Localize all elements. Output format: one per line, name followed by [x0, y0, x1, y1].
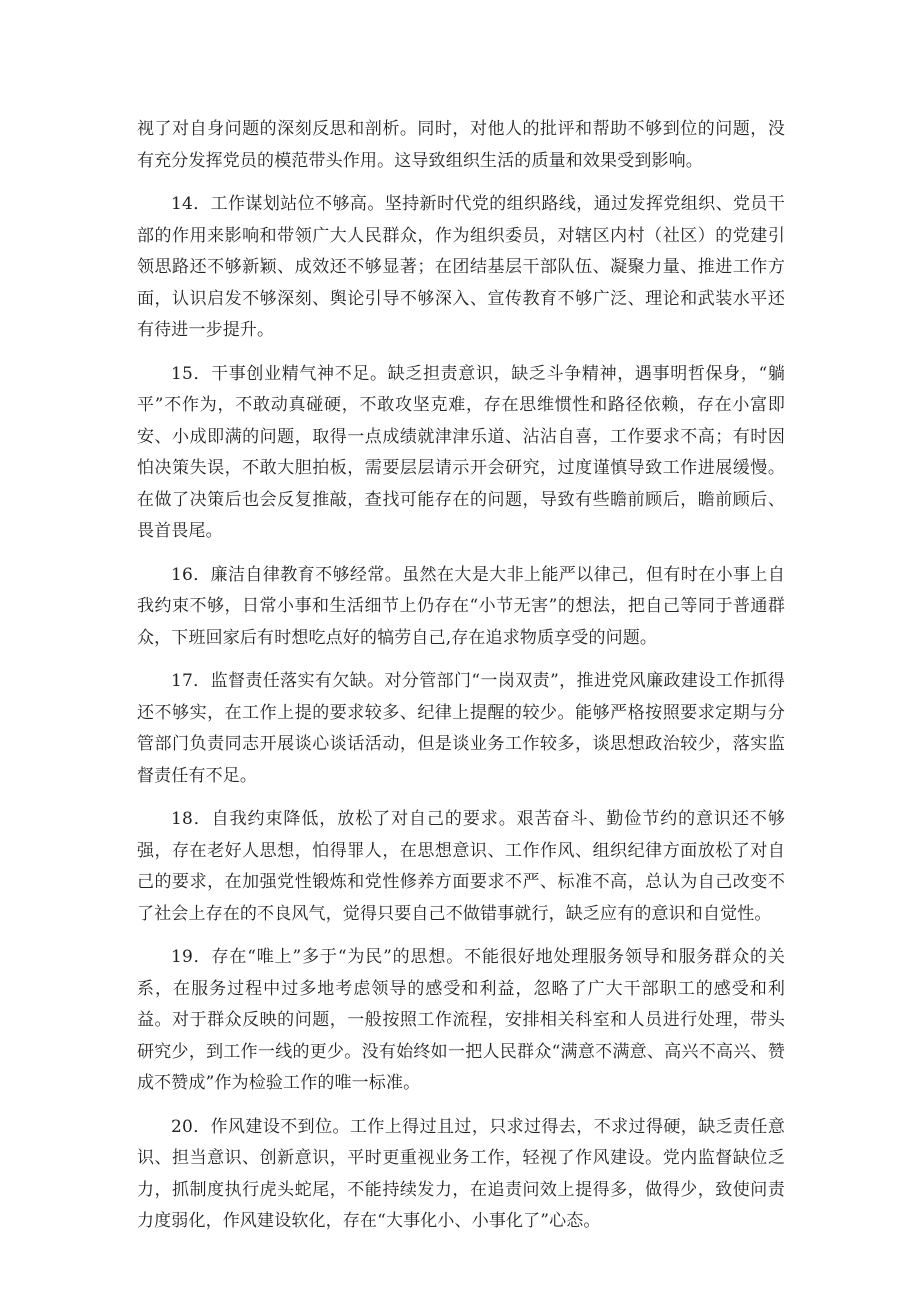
paragraph-item-15: 15．干事创业精气神不足。缺乏担责意识，缺乏斗争精神，遇事明哲保身，“躺平”不作为，不敢动真碰硬，不敢攻坚克难，存在思维惯性和路径依赖，存在小富即安、小成即满的问题，取得一点成绩就津津乐道、沾沾自喜，工作要求不高；有时因怕决策失误，不敢大胆拍板，需要层层请示开会研究，过度谨慎导致工作进展缓慢。在做了决策后也会反复推敲，查找可能存在的问题，导致有些瞻前顾后，瞻前顾后、畏首畏尾。 — [137, 363, 785, 541]
paragraph-item-19: 19．存在“唯上”多于“为民”的思想。不能很好地处理服务领导和服务群众的关系，在服务过程中过多地考虑领导的感受和利益，忽略了广大干部职工的感受和利益。对于群众反映的问题，一般按照工作流程，安排相关科室和人员进行处理，带头研究少，到工作一线的更少。没有始终如一把人民群众“满意不满意、高兴不高兴、赞成不赞成”作为检验工作的唯一标准。 — [137, 947, 785, 1093]
paragraph-continuation: 视了对自身问题的深刻反思和剖析。同时，对他人的批评和帮助不够到位的问题，没有充分发挥党员的模范带头作用。这导致组织生活的质量和效果受到影响。 — [137, 119, 785, 171]
paragraph-item-20: 20．作风建设不到位。工作上得过且过，只求过得去，不求过得硬，缺乏责任意识、担当意识、创新意识，平时更重视业务工作，轻视了作风建设。党内监督缺位乏力，抓制度执行虎头蛇尾，不能持续发力，在追责问效上提得多，做得少，致使问责力度弱化，作风建设软化，存在“大事化小、小事化了”心态。 — [137, 1116, 785, 1231]
paragraph-item-17: 17．监督责任落实有欠缺。对分管部门“一岗双责”，推进党风廉政建设工作抓得还不够实，在工作上提的要求较多、纪律上提醒的较少。能够严格按照要求定期与分管部门负责同志开展谈心谈话活动，但是谈业务工作较多，谈思想政治较少，落实监督责任有不足。 — [137, 671, 785, 786]
paragraph-item-16: 16．廉洁自律教育不够经常。虽然在大是大非上能严以律己，但有时在小事上自我约束不够，日常小事和生活细节上仍存在“小节无害”的想法，把自己等同于普通群众，下班回家后有时想吃点好的犒劳自己,存在追求物质享受的问题。 — [137, 564, 785, 648]
document-body — [137, 114, 785, 1250]
paragraph-item-14: 14．工作谋划站位不够高。坚持新时代党的组织路线，通过发挥党组织、党员干部的作用来影响和带领广大人民群众，作为组织委员，对辖区内村（社区）的党建引领思路还不够新颖、成效还不够显著；在团结基层干部队伍、凝聚力量、推进工作方面，认识启发不够深刻、舆论引导不够深入、宣传教育不够广泛、理论和武装水平还有待进一步提升。 — [137, 194, 785, 340]
paragraph-item-18: 18．自我约束降低，放松了对自己的要求。艰苦奋斗、勤俭节约的意识还不够强，存在老好人思想，怕得罪人，在思想意识、工作作风、组织纪律方面放松了对自己的要求，在加强党性锻炼和党性修养方面要求不严、标准不高，总认为自己改变不了社会上存在的不良风气，觉得只要自己不做错事就行，缺乏应有的意识和自觉性。 — [137, 809, 785, 924]
